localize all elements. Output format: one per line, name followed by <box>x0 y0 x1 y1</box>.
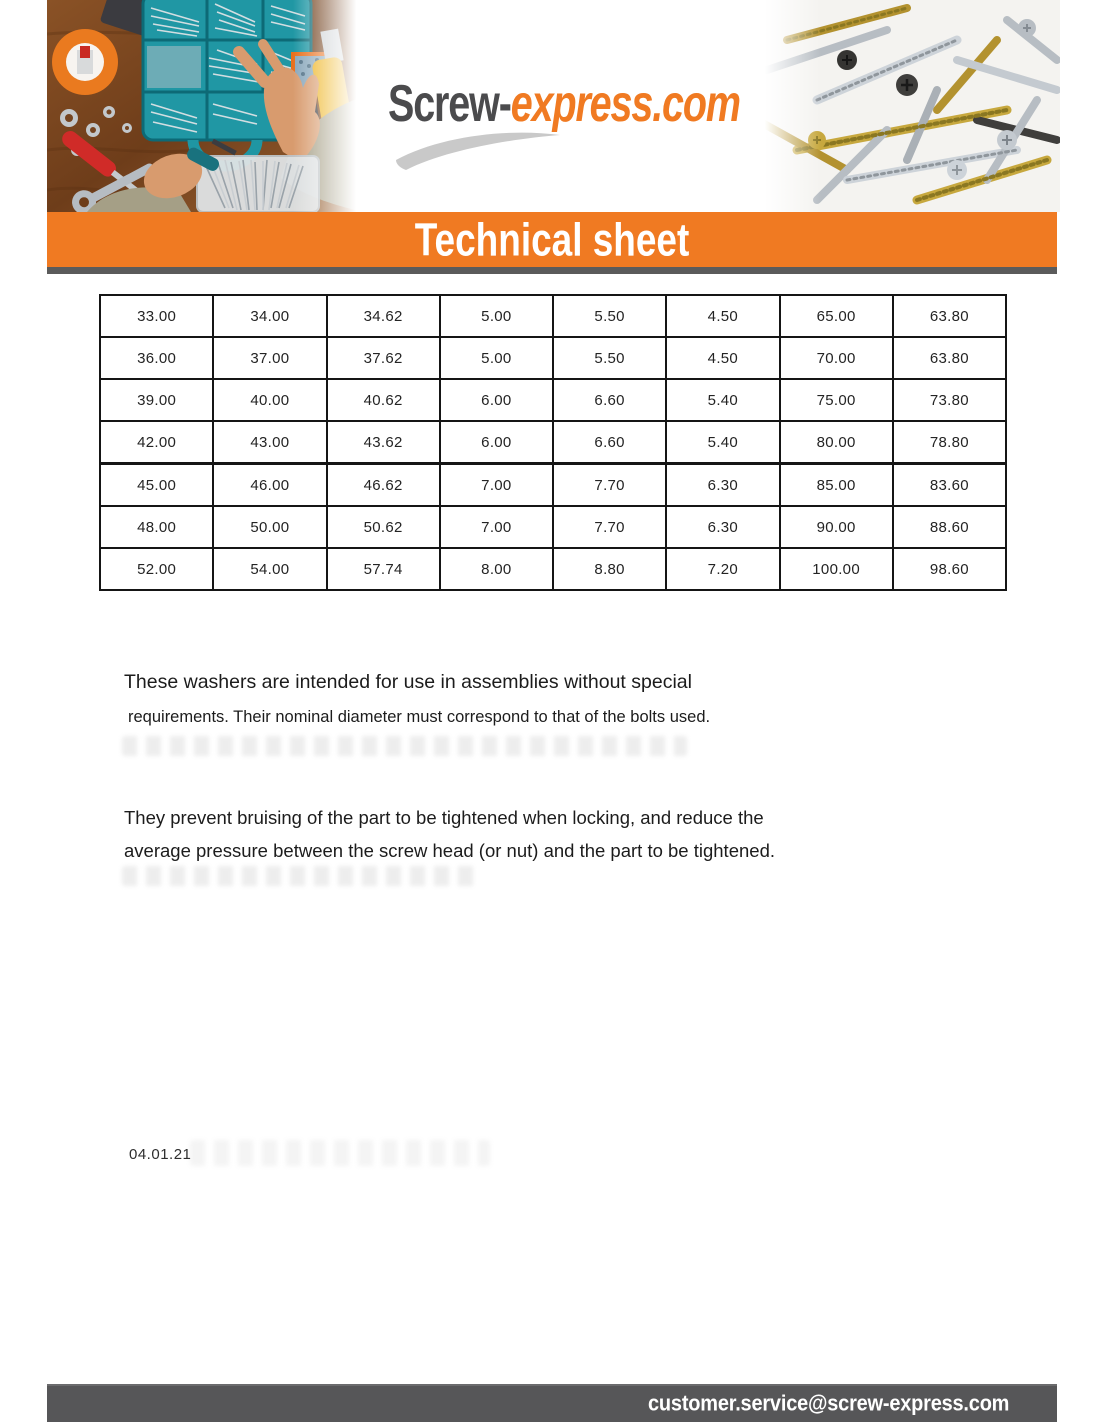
table-cell: 70.00 <box>780 337 893 379</box>
revision-date: 04.01.21 <box>129 1146 192 1163</box>
table-cell: 54.00 <box>213 548 326 590</box>
faded-text-artifact <box>190 1140 490 1166</box>
table-cell: 37.62 <box>327 337 440 379</box>
table-cell: 85.00 <box>780 464 893 507</box>
table-cell: 52.00 <box>100 548 213 590</box>
table-cell: 75.00 <box>780 379 893 421</box>
photo-fade-overlay <box>757 0 821 212</box>
table-cell: 46.00 <box>213 464 326 507</box>
customer-service-email[interactable]: customer.service@screw-express.com <box>647 1391 1009 1416</box>
table-row <box>100 295 1006 337</box>
table-cell: 34.00 <box>213 295 326 337</box>
table-cell: 5.50 <box>553 337 666 379</box>
table-cell: 4.50 <box>666 337 779 379</box>
workbench-photo <box>47 0 365 212</box>
screws-photo <box>757 0 1060 212</box>
table-cell: 63.80 <box>893 295 1006 337</box>
paragraph-line: They prevent bruising of the part to be tightened when locking, and reduce the <box>124 807 764 828</box>
banner-shadow-bar <box>47 267 1057 274</box>
table-cell: 50.00 <box>213 506 326 548</box>
photo-fade-overlay <box>293 0 365 212</box>
table-cell: 33.00 <box>100 295 213 337</box>
table-cell: 6.60 <box>553 379 666 421</box>
table-cell: 6.00 <box>440 421 553 464</box>
paragraph-washer-use <box>124 671 710 727</box>
table-row <box>100 548 1006 590</box>
title-banner <box>47 212 1057 267</box>
table-cell: 6.30 <box>666 464 779 507</box>
paragraph-line: These washers are intended for use in assemblies without special <box>124 671 692 693</box>
table-cell: 5.00 <box>440 295 553 337</box>
table-cell: 50.62 <box>327 506 440 548</box>
table-cell: 4.50 <box>666 295 779 337</box>
table-cell: 8.00 <box>440 548 553 590</box>
table-row <box>100 379 1006 421</box>
table-cell: 100.00 <box>780 548 893 590</box>
table-cell: 42.00 <box>100 421 213 464</box>
faded-text-artifact <box>122 736 687 756</box>
table-cell: 80.00 <box>780 421 893 464</box>
table-cell: 7.00 <box>440 506 553 548</box>
table-cell: 48.00 <box>100 506 213 548</box>
table-cell: 40.62 <box>327 379 440 421</box>
table-cell: 36.00 <box>100 337 213 379</box>
table-cell: 6.60 <box>553 421 666 464</box>
table-cell: 7.20 <box>666 548 779 590</box>
table-cell: 63.80 <box>893 337 1006 379</box>
table-cell: 43.00 <box>213 421 326 464</box>
table-cell: 7.70 <box>553 506 666 548</box>
table-row <box>100 421 1006 464</box>
table-cell: 45.00 <box>100 464 213 507</box>
page-title: Technical sheet <box>414 213 690 265</box>
table-cell: 65.00 <box>780 295 893 337</box>
table-row <box>100 506 1006 548</box>
table-cell: 5.40 <box>666 421 779 464</box>
table-cell: 7.70 <box>553 464 666 507</box>
table-cell: 5.40 <box>666 379 779 421</box>
tape-measure-shape <box>52 29 118 95</box>
table-cell: 37.00 <box>213 337 326 379</box>
table-cell: 6.00 <box>440 379 553 421</box>
table-cell: 34.62 <box>327 295 440 337</box>
table-cell: 57.74 <box>327 548 440 590</box>
table-cell: 73.80 <box>893 379 1006 421</box>
table-cell: 40.00 <box>213 379 326 421</box>
footer-bar <box>47 1384 1057 1422</box>
table-cell: 8.80 <box>553 548 666 590</box>
table-cell: 78.80 <box>893 421 1006 464</box>
table-cell: 5.00 <box>440 337 553 379</box>
dimensions-table <box>99 294 1007 591</box>
paragraph-line: average pressure between the screw head (or nut) and the part to be tightened. <box>124 840 775 861</box>
table-cell: 43.62 <box>327 421 440 464</box>
table-cell: 83.60 <box>893 464 1006 507</box>
logo-text-orange: express.com <box>510 75 740 133</box>
logo-text-gray: Screw- <box>388 75 511 133</box>
brand-logo <box>388 74 740 134</box>
table-cell: 5.50 <box>553 295 666 337</box>
faded-text-artifact <box>122 866 482 886</box>
table-row <box>100 464 1006 507</box>
paragraph-line: requirements. Their nominal diameter must correspond to that of the bolts used. <box>128 708 711 726</box>
table-cell: 39.00 <box>100 379 213 421</box>
logo-swoosh-icon <box>390 128 565 174</box>
table-cell: 7.00 <box>440 464 553 507</box>
table-cell: 46.62 <box>327 464 440 507</box>
paragraph-washer-function <box>124 801 775 867</box>
table-row <box>100 337 1006 379</box>
table-cell: 98.60 <box>893 548 1006 590</box>
table-cell: 6.30 <box>666 506 779 548</box>
table-cell: 90.00 <box>780 506 893 548</box>
table-cell: 88.60 <box>893 506 1006 548</box>
